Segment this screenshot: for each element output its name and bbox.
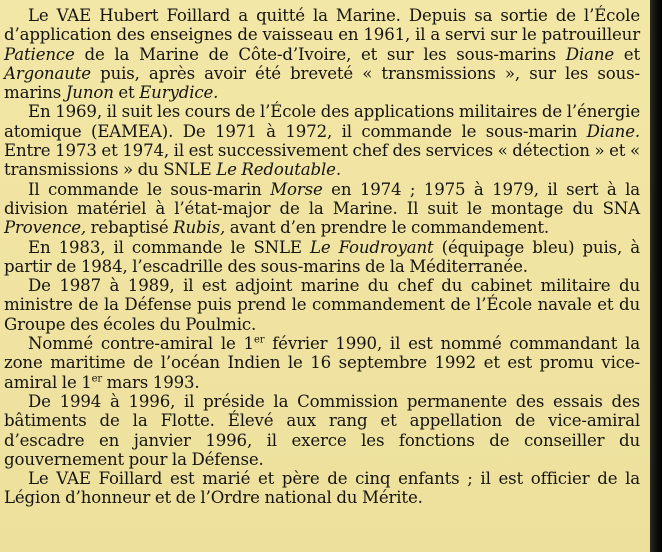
text-run: février 1990, il est nommé commandant la zone maritime de l’océan Indien le 16 septembre 1992 et est promu vice-amiral le 1 [4,334,640,392]
text-run: (équipage bleu) puis, à partir de 1984, l’escadrille des sous-marins de la Méditerranée. [4,237,640,276]
italic-text: Junon [65,83,114,103]
text-run: puis, après avoir été breveté « transmissions », sur les sous-marins [4,63,640,103]
paragraph-6 [4,334,640,392]
paragraph-3 [4,180,640,238]
text-run: En 1969, il suit les cours de l’École des applications militaires de l’énergie atomique (EAMEA). De 1971 à 1972, il commande le sous-marin [4,102,640,141]
paragraph-8 [4,469,640,508]
text-run: avant d’en prendre le commandement. [225,218,550,238]
paragraph-4 [4,238,640,277]
italic-text: Rubis, [173,218,226,238]
text-run: Nommé contre-amiral le 1 [28,334,254,354]
text-run: De 1987 à 1989, il est adjoint marine du chef du cabinet militaire du ministre de la Défense puis prend le commandement de l’École navale et du Groupe des écoles du Poulmic. [4,276,640,334]
text-run: De 1994 à 1996, il préside la Commission permanente des essais des bâtiments de la Flotte. Élevé aux rang et appellation de vice-amiral d’escadre en janvier 1996, il exerce les fonctions de conseiller du gouvernement pour la Défense. [4,391,640,469]
italic-text: Eurydice. [139,83,219,103]
italic-text: Le Foudroyant [309,237,434,257]
text-run: Le VAE Hubert Foillard a quitté la Marine. Depuis sa sortie de l’École d’application des enseignes de vaisseau en 1961, il a servi sur le patrouilleur [4,6,640,45]
text-run: En 1983, il commande le SNLE [28,237,310,257]
text-run: et [614,44,640,64]
text-run: Le VAE Foillard est marié et père de cinq enfants ; il est officier de la Légion d’honneur et de l’Ordre national du Mérite. [4,469,640,508]
paragraph-7 [4,392,640,469]
italic-text: Provence, [4,218,87,238]
biography-text [4,6,640,508]
italic-text: Patience [4,44,75,64]
superscript-text: er [253,334,265,346]
italic-text: Le Redoutable [216,160,336,180]
italic-text: Diane. [586,121,640,141]
italic-text: Argonaute [4,63,91,83]
text-run: en 1974 ; 1975 à 1979, il sert à la division matériel à l’état-major de la Marine. Il suit le montage du SNA [4,179,640,218]
text-run: Entre 1973 et 1974, il est successivement chef des services « détection » et « transmissions » du SNLE [4,141,640,180]
text-run: . [335,160,341,180]
scan-dark-edge [650,0,662,552]
text-run: de la Marine de Côte-d’Ivoire, et sur les sous-marins [74,44,566,64]
italic-text: Morse [270,179,323,199]
paragraph-2 [4,102,640,179]
superscript-text: er [91,373,103,385]
paragraph-5 [4,276,640,334]
text-run: mars 1993. [102,372,200,392]
italic-text: Diane [565,44,615,64]
text-run: rebaptisé [86,218,174,238]
paragraph-1 [4,6,640,102]
text-run: Il commande le sous-marin [28,179,271,199]
text-run: et [113,83,140,103]
